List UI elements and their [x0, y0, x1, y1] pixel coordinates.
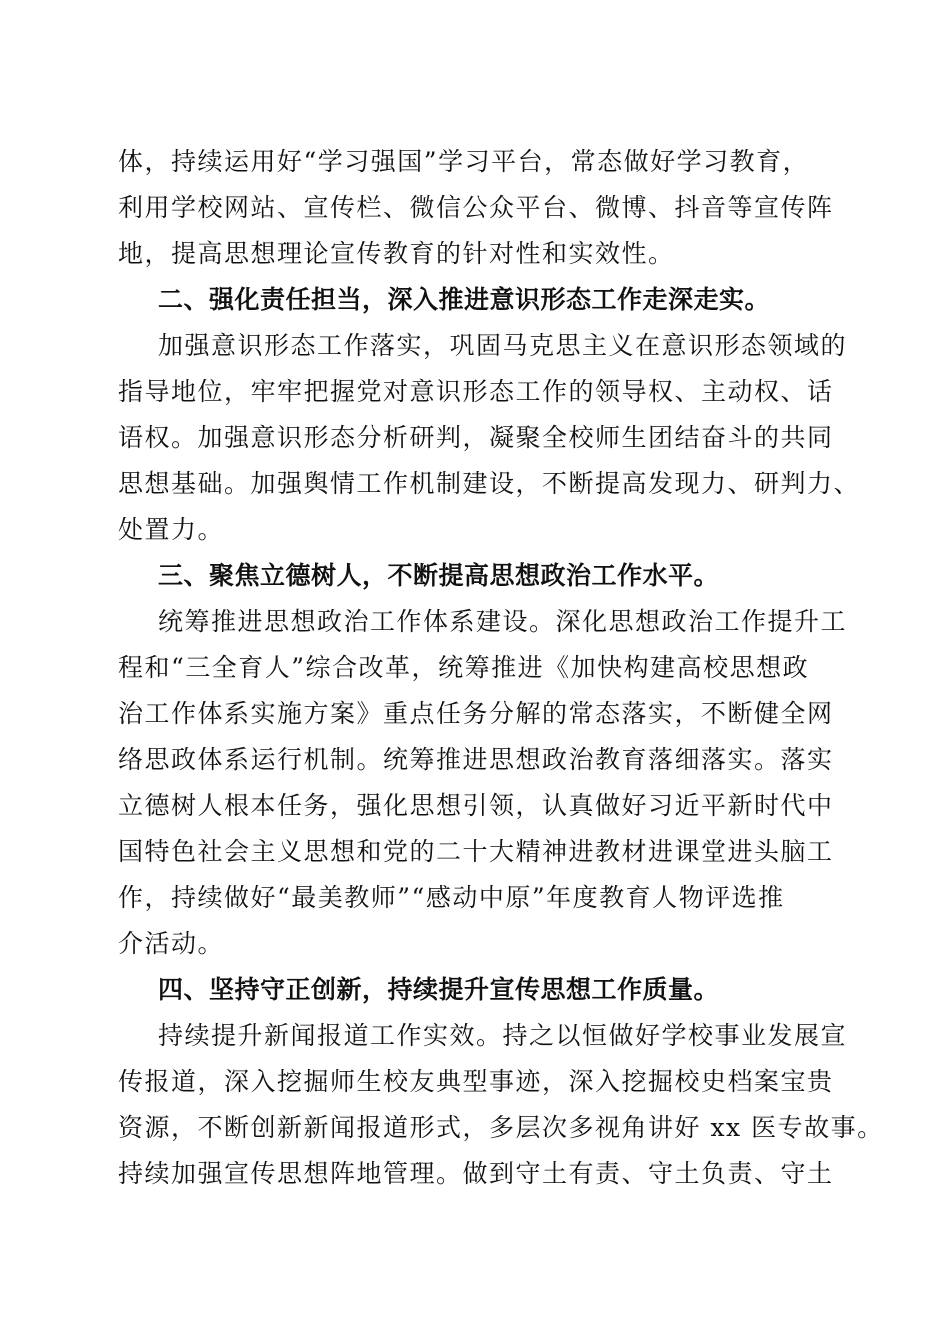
body-text-line: 程和“三全育人”综合改革，统筹推进《加快构建高校思想政	[118, 653, 810, 682]
body-text-line: 利用学校网站、宣传栏、微信公众平台、微博、抖音等宣传阵	[118, 193, 834, 222]
section-heading-2: 二、强化责任担当，深入推进意识形态工作走深走实。	[158, 285, 771, 314]
body-text-line: 体，持续运用好“学习强国”学习平台，常态做好学习教育，	[118, 147, 810, 176]
body-text-line: 国特色社会主义思想和党的二十大精神进教材进课堂进头脑工	[118, 837, 834, 866]
body-text-line: 持续提升新闻报道工作实效。持之以恒做好学校事业发展宣	[158, 1021, 848, 1050]
body-text-line: 地，提高思想理论宣传教育的针对性和实效性。	[118, 239, 675, 268]
body-text-line: 持续加强宣传思想阵地管理。做到守土有责、守土负责、守土	[118, 1159, 834, 1188]
body-text-line: 处置力。	[118, 515, 225, 544]
section-heading-3: 三、聚焦立德树人，不断提高思想政治工作水平。	[158, 561, 720, 590]
body-text-line: 资源，不断创新新闻报道形式，多层次多视角讲好 xx 医专故事。	[118, 1113, 884, 1142]
section-heading-4: 四、坚持守正创新，持续提升宣传思想工作质量。	[158, 975, 720, 1004]
body-text-line: 统筹推进思想政治工作体系建设。深化思想政治工作提升工	[158, 607, 848, 636]
body-text-line: 加强意识形态工作落实，巩固马克思主义在意识形态领域的	[158, 331, 848, 360]
body-text-line: 语权。加强意识形态分析研判，凝聚全校师生团结奋斗的共同	[118, 423, 834, 452]
body-text-line: 作，持续做好“最美教师”“感动中原”年度教育人物评选推	[118, 883, 785, 912]
body-text-line: 立德树人根本任务，强化思想引领，认真做好习近平新时代中	[118, 791, 834, 820]
body-text-line: 思想基础。加强舆情工作机制建设，不断提高发现力、研判力、	[118, 469, 861, 498]
body-text-line: 治工作体系实施方案》重点任务分解的常态落实，不断健全网	[118, 699, 834, 728]
body-text-line: 络思政体系运行机制。统筹推进思想政治教育落细落实。落实	[118, 745, 834, 774]
body-text-line: 传报道，深入挖掘师生校友典型事迹，深入挖掘校史档案宝贵	[118, 1067, 834, 1096]
body-text-line: 指导地位，牢牢把握党对意识形态工作的领导权、主动权、话	[118, 377, 834, 406]
body-text-line: 介活动。	[118, 929, 225, 958]
